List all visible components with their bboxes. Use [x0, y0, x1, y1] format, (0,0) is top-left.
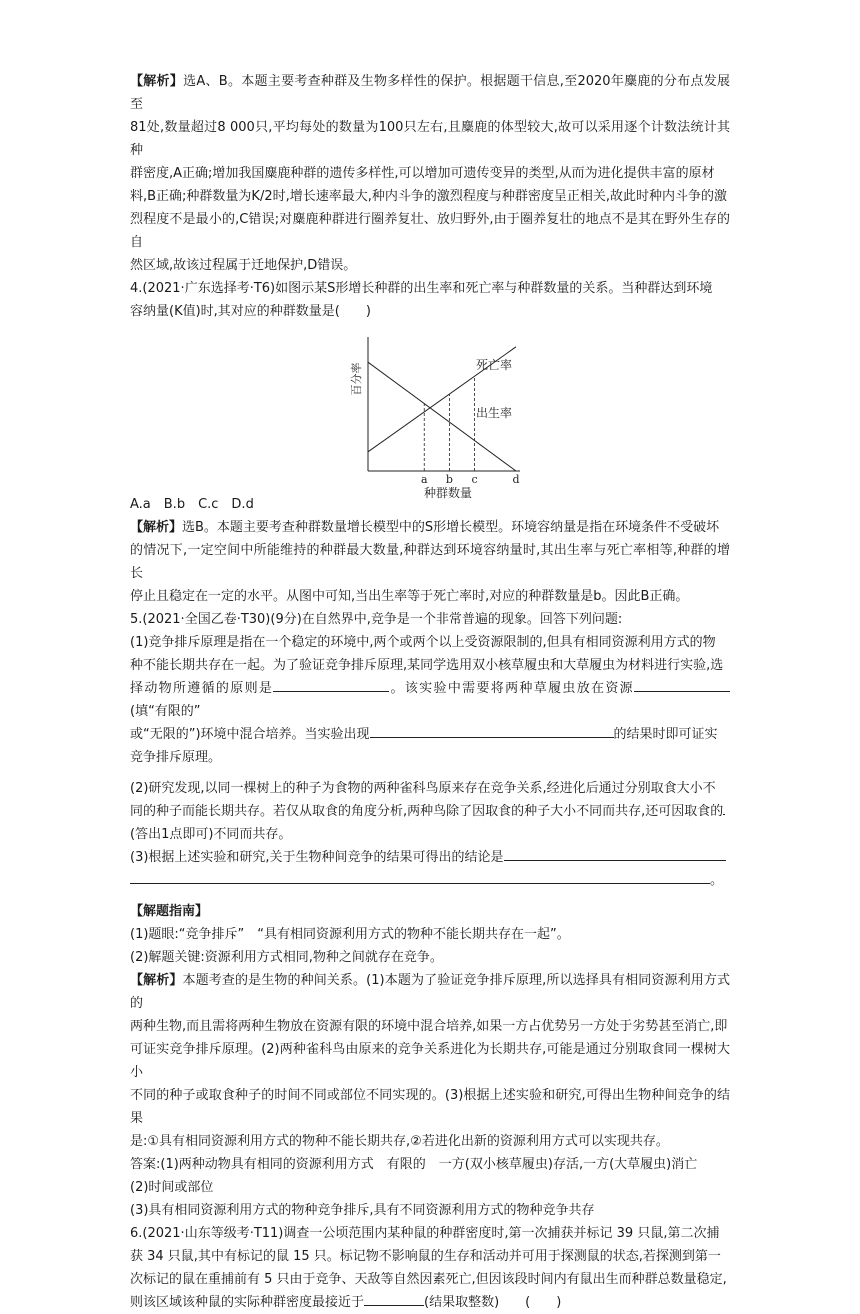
series-label: 出生率: [476, 406, 513, 420]
question-5: [130, 608, 730, 892]
question-text: (填“有限的”: [130, 704, 201, 719]
question-text: (结果取整数) ( ): [424, 1295, 562, 1310]
question-text: (1)竞争排斥原理是指在一个稳定的环境中,两个或两个以上受资源限制的,但具有相同资源利用方式的物: [130, 635, 716, 650]
question-text: 6.(2021·山东等级考·T11)调查一公顷范围内某种鼠的种群密度时,第一次捕获并标记 39 只鼠,第二次捕: [130, 1226, 720, 1241]
analysis-tag: 【解析】: [130, 973, 183, 988]
analysis-line: 不同的种子或取食种子的时间不同或部位不同实现的。(3)根据上述实验和研究,可得出生物种间竞争的结果: [130, 1088, 730, 1126]
question-stem: 容纳量(K值)时,其对应的种群数量是( ): [130, 304, 371, 319]
answer-blank[interactable]: [130, 869, 710, 884]
x-axis-label: 种群数量: [423, 486, 473, 500]
question-text: 次标记的鼠在重捕前有 5 只由于竞争、天敌等自然因素死亡,但因该段时间内有鼠出生而种群总数量稳定,: [130, 1272, 727, 1287]
question-text: 。: [710, 873, 724, 888]
guide-line: (2)解题关键:资源利用方式相同,物种之间就存在竞争。: [130, 950, 443, 965]
analysis-line: 是:①具有相同资源利用方式的物种不能长期共存,②若进化出新的资源利用方式可以实现共存。: [130, 1134, 669, 1149]
answer-blank[interactable]: [273, 677, 389, 692]
answer-options: A.a B.b C.c D.d: [130, 497, 254, 512]
q3-analysis: [130, 70, 730, 277]
question-text: 则该区域该种鼠的实际种群密度最接近于: [130, 1295, 365, 1310]
q5-analysis: [130, 969, 730, 1222]
analysis-line: 两种生物,而且需将两种生物放在资源有限的环境中混合培养,如果一方占优势另一方处于劣势甚至消亡,即: [130, 1019, 728, 1034]
guide-line: (1)题眼:“竞争排斥” “具有相同资源利用方式的物种不能长期共存在一起”。: [130, 927, 570, 942]
series-label: 死亡率: [476, 358, 513, 372]
question-text: 的结果时即可证实: [613, 727, 718, 742]
answer-line: 答案:(1)两种动物具有相同的资源利用方式 有限的 一方(双小核草履虫)存活,一方(大草履虫)消亡: [130, 1157, 698, 1172]
analysis-line: 然区域,故该过程属于迁地保护,D错误。: [130, 258, 357, 273]
rate-chart-svg: [342, 329, 522, 500]
analysis-tag: 【解析】: [130, 520, 183, 535]
analysis-line: 料,B正确;种群数量为K/2时,增长速率最大,种内斗争的激烈程度与种群密度呈正相关,故此时种内斗争的激: [130, 189, 728, 204]
problem-guide: [130, 900, 730, 969]
analysis-line: 烈程度不是最小的,C错误;对麋鹿种群进行圈养复壮、放归野外,由于圈养复壮的地点不是其在野外生存的自: [130, 212, 730, 250]
analysis-line: 选A、B。本题主要考查种群及生物多样性的保护。根据题干信息,至2020年麋鹿的分布点发展至: [130, 74, 730, 112]
document-page: [130, 70, 730, 1314]
question-stem: 4.(2021·广东选择考·T6)如图示某S形增长种群的出生率和死亡率与种群数量的关系。当种群达到环境: [130, 281, 713, 296]
question-text: (答出1点即可)不同而共存。: [130, 827, 292, 842]
analysis-line: 群密度,A正确;增加我国麋鹿种群的遗传多样性,可以增加可遗传变异的类型,从而为进化提供丰富的原材: [130, 166, 715, 181]
analysis-line: 81处,数量超过8 000只,平均每处的数量为100只左右,且麋鹿的体型较大,故可以采用逐个计数法统计其种: [130, 120, 730, 158]
y-axis-label: 百分率: [350, 362, 363, 396]
question-text: 种不能长期共存在一起。为了验证竞争排斥原理,某同学选用双小核草履虫和大草履虫为材料进行实验,选: [130, 658, 724, 673]
x-tick-label: c: [471, 473, 478, 486]
analysis-line: 的情况下,一定空间中所能维持的种群最大数量,种群达到环境容纳量时,其出生率与死亡率相等,种群的增长: [130, 543, 730, 581]
question-text: (2)研究发现,以同一棵树上的种子为食物的两种雀科鸟原来存在竞争关系,经进化后通过分别取食大小不: [130, 781, 716, 796]
question-4: [130, 277, 730, 608]
answer-line: (3)具有相同资源利用方式的物种竞争排斥,具有不同资源利用方式的物种竞争共存: [130, 1203, 595, 1218]
question-6: [130, 1222, 730, 1314]
answer-blank[interactable]: [364, 1291, 424, 1306]
question-text: 竞争排斥原理。: [130, 750, 222, 765]
analysis-tag: 【解析】: [130, 74, 184, 89]
analysis-line: 停止且稳定在一定的水平。从图中可知,当出生率等于死亡率时,对应的种群数量是b。因此B正确。: [130, 589, 689, 604]
analysis-line: 可证实竞争排斥原理。(2)两种雀科鸟由原来的竞争关系进化为长期共存,可能是通过分别取食同一棵树大小: [130, 1042, 730, 1080]
question-text: (3)根据上述实验和研究,关于生物种间竞争的结果可得出的结论是: [130, 850, 504, 865]
x-tick-label: d: [512, 473, 520, 486]
analysis-line: 选B。本题主要考查种群数量增长模型中的S形增长模型。环境容纳量是指在环境条件不受破坏: [182, 520, 720, 535]
question-stem: 5.(2021·全国乙卷·T30)(9分)在自然界中,竞争是一个非常普遍的现象。回答下列问题:: [130, 612, 623, 627]
question-text: 或“无限的”)环境中混合培养。当实验出现: [130, 727, 370, 742]
rate-chart: [342, 329, 522, 500]
answer-line: (2)时间或部位: [130, 1180, 214, 1195]
answer-blank[interactable]: [370, 723, 614, 738]
question-text: 获 34 只鼠,其中有标记的鼠 15 只。标记物不影响鼠的生存和活动并可用于探测鼠的状态,若探测到第一: [130, 1249, 721, 1264]
guide-tag: 【解题指南】: [130, 904, 209, 919]
answer-blank[interactable]: [723, 800, 725, 815]
answer-blank[interactable]: [634, 677, 730, 692]
x-tick-label: b: [445, 473, 453, 486]
question-text: 择动物所遵循的原则是: [130, 681, 274, 696]
analysis-line: 本题考查的是生物的种间关系。(1)本题为了验证竞争排斥原理,所以选择具有相同资源利用方式的: [130, 973, 730, 1011]
answer-blank[interactable]: [504, 846, 726, 861]
question-text: 。该实验中需要将两种草履虫放在资源: [389, 681, 634, 696]
x-tick-label: a: [420, 473, 428, 486]
question-text: 同的种子而能长期共存。若仅从取食的角度分析,两种鸟除了因取食的种子大小不同而共存,还可因取食的: [130, 804, 724, 819]
